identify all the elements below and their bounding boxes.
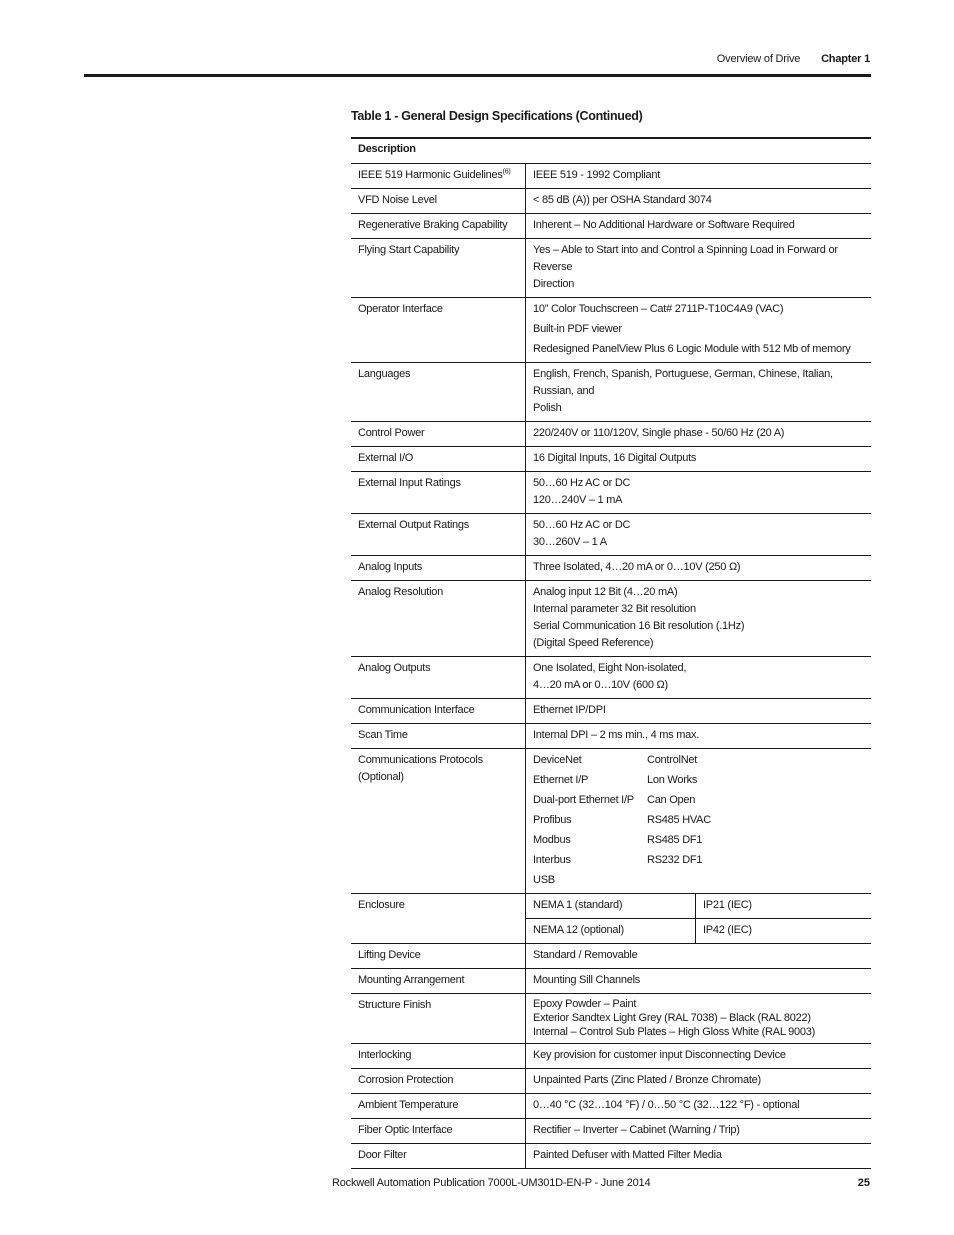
value-line: Internal – Control Sub Plates – High Gloss White (RAL 9003)	[533, 1026, 815, 1038]
row-value	[526, 363, 872, 422]
row-label: Flying Start Capability	[351, 239, 526, 298]
row-value: IEEE 519 - 1992 Compliant	[526, 164, 872, 189]
label-line: (Optional)	[358, 771, 404, 783]
protocol-item: Modbus	[533, 834, 571, 846]
table-row	[351, 164, 871, 189]
row-label: Door Filter	[351, 1144, 526, 1169]
row-label: External I/O	[351, 447, 526, 472]
table-row	[351, 472, 871, 514]
value-line: Serial Communication 16 Bit resolution (.1Hz)	[533, 620, 745, 632]
row-value: Standard / Removable	[526, 944, 872, 969]
table-row	[351, 1069, 871, 1094]
row-value: 16 Digital Inputs, 16 Digital Outputs	[526, 447, 872, 472]
value-line: Analog input 12 Bit (4…20 mA)	[533, 586, 678, 598]
value-line: 10” Color Touchscreen – Cat# 2711P-T10C4A9 (VAC)	[533, 303, 784, 315]
row-value	[526, 472, 872, 514]
value-line: (Digital Speed Reference)	[533, 637, 654, 649]
row-label: External Output Ratings	[351, 514, 526, 556]
table-row	[351, 189, 871, 214]
table-row	[351, 447, 871, 472]
table-row	[351, 422, 871, 447]
table-row	[351, 969, 871, 994]
row-label: Analog Resolution	[351, 581, 526, 657]
header-chapter-label: Chapter 1	[821, 53, 870, 65]
ieee-label: IEEE 519 Harmonic Guidelines	[358, 169, 503, 181]
header-rule	[84, 74, 871, 77]
row-label: Operator Interface	[351, 298, 526, 363]
row-label: Scan Time	[351, 724, 526, 749]
row-value: Key provision for customer input Disconnecting Device	[526, 1044, 872, 1069]
table-row	[351, 699, 871, 724]
value-line: 30…260V – 1 A	[533, 536, 607, 548]
row-value: Internal DPI – 2 ms min., 4 ms max.	[526, 724, 872, 749]
row-value	[526, 994, 872, 1044]
row-value: 0…40 °C (32…104 °F) / 0…50 °C (32…122 °F) - optional	[526, 1094, 872, 1119]
page-number: 25	[857, 1177, 870, 1189]
table-row	[351, 724, 871, 749]
row-label: Lifting Device	[351, 944, 526, 969]
row-label: Analog Outputs	[351, 657, 526, 699]
protocols-grid	[533, 752, 864, 889]
value-line: 4…20 mA or 0…10V (600 Ω)	[533, 679, 668, 691]
row-label: Enclosure	[351, 894, 526, 944]
table-row	[351, 894, 871, 919]
table-row	[351, 944, 871, 969]
value-line: Direction	[533, 278, 575, 290]
protocol-item: RS485 DF1	[647, 834, 703, 846]
table-row	[351, 556, 871, 581]
row-label: Corrosion Protection	[351, 1069, 526, 1094]
row-value	[526, 514, 872, 556]
value-line: 120…240V – 1 mA	[533, 494, 623, 506]
table-row	[351, 749, 871, 894]
row-label	[351, 164, 526, 189]
row-value	[526, 581, 872, 657]
row-label	[351, 749, 526, 894]
table-row	[351, 657, 871, 699]
specifications-table	[351, 137, 871, 1169]
table-row	[351, 514, 871, 556]
protocol-item: Lon Works	[647, 774, 698, 786]
row-value: NEMA 1 (standard)	[526, 894, 696, 919]
header-section-title: Overview of Drive	[716, 53, 801, 65]
protocol-item: RS232 DF1	[647, 854, 703, 866]
table-row	[351, 1094, 871, 1119]
row-label: Analog Inputs	[351, 556, 526, 581]
row-value: Three Isolated, 4…20 mA or 0…10V (250 Ω)	[526, 556, 872, 581]
value-line: Polish	[533, 402, 562, 414]
table-row	[351, 239, 871, 298]
protocol-item: USB	[533, 874, 555, 886]
row-label: Fiber Optic Interface	[351, 1119, 526, 1144]
table-row	[351, 1044, 871, 1069]
row-value: Painted Defuser with Matted Filter Media	[526, 1144, 872, 1169]
value-line: Exterior Sandtex Light Grey (RAL 7038) – Black (RAL 8022)	[533, 1012, 811, 1024]
row-label: Interlocking	[351, 1044, 526, 1069]
value-line: Yes – Able to Start into and Control a Spinning Load in Forward or Reverse	[533, 244, 838, 273]
table-row	[351, 1144, 871, 1169]
row-value: < 85 dB (A)) per OSHA Standard 3074	[526, 189, 872, 214]
row-value	[526, 657, 872, 699]
table-header-row	[351, 138, 871, 164]
row-value: Rectifier – Inverter – Cabinet (Warning / Trip)	[526, 1119, 872, 1144]
protocol-item: Interbus	[533, 854, 571, 866]
row-value: 220/240V or 110/120V, Single phase - 50/60 Hz (20 A)	[526, 422, 872, 447]
value-line: 50…60 Hz AC or DC	[533, 519, 631, 531]
label-line: Communications Protocols	[358, 754, 483, 766]
row-value: IP21 (IEC)	[696, 894, 872, 919]
protocol-item: Profibus	[533, 814, 572, 826]
row-label: VFD Noise Level	[351, 189, 526, 214]
row-label: Mounting Arrangement	[351, 969, 526, 994]
row-label: Ambient Temperature	[351, 1094, 526, 1119]
table-row	[351, 363, 871, 422]
value-line: 50…60 Hz AC or DC	[533, 477, 631, 489]
row-value: Inherent – No Additional Hardware or Software Required	[526, 214, 872, 239]
protocol-item: RS485 HVAC	[647, 814, 711, 826]
value-line: Internal parameter 32 Bit resolution	[533, 603, 696, 615]
row-value: Mounting Sill Channels	[526, 969, 872, 994]
value-line: Redesigned PanelView Plus 6 Logic Module with 512 Mb of memory	[533, 343, 851, 355]
value-line: English, French, Spanish, Portuguese, German, Chinese, Italian, Russian, and	[533, 368, 833, 397]
column-header: Description	[351, 138, 871, 164]
protocol-item: Dual-port Ethernet I/P	[533, 794, 634, 806]
row-value: IP42 (IEC)	[696, 919, 872, 944]
protocol-item: Can Open	[647, 794, 696, 806]
row-value	[526, 298, 872, 363]
row-label: Control Power	[351, 422, 526, 447]
footer-publication: Rockwell Automation Publication 7000L-UM301D-EN-P - June 2014	[332, 1177, 651, 1189]
row-label: Languages	[351, 363, 526, 422]
value-line: Epoxy Powder – Paint	[533, 998, 637, 1010]
table-title: Table 1 - General Design Specifications (Continued)	[351, 109, 643, 123]
row-value: NEMA 12 (optional)	[526, 919, 696, 944]
table-row	[351, 581, 871, 657]
row-value: Ethernet IP/DPI	[526, 699, 872, 724]
row-value	[526, 749, 872, 894]
footnote-ref: (6)	[502, 168, 511, 176]
row-value	[526, 239, 872, 298]
table-row	[351, 214, 871, 239]
row-label: External Input Ratings	[351, 472, 526, 514]
value-line: One Isolated, Eight Non-isolated,	[533, 662, 687, 674]
value-line: Built-in PDF viewer	[533, 323, 622, 335]
table-row	[351, 994, 871, 1044]
protocol-item: DeviceNet	[533, 754, 582, 766]
row-label: Regenerative Braking Capability	[351, 214, 526, 239]
table-row	[351, 298, 871, 363]
running-header	[717, 53, 870, 65]
table-row	[351, 1119, 871, 1144]
protocol-item: Ethernet I/P	[533, 774, 589, 786]
row-label: Structure Finish	[351, 994, 526, 1044]
row-label: Communication Interface	[351, 699, 526, 724]
row-value: Unpainted Parts (Zinc Plated / Bronze Chromate)	[526, 1069, 872, 1094]
protocol-item: ControlNet	[647, 754, 698, 766]
